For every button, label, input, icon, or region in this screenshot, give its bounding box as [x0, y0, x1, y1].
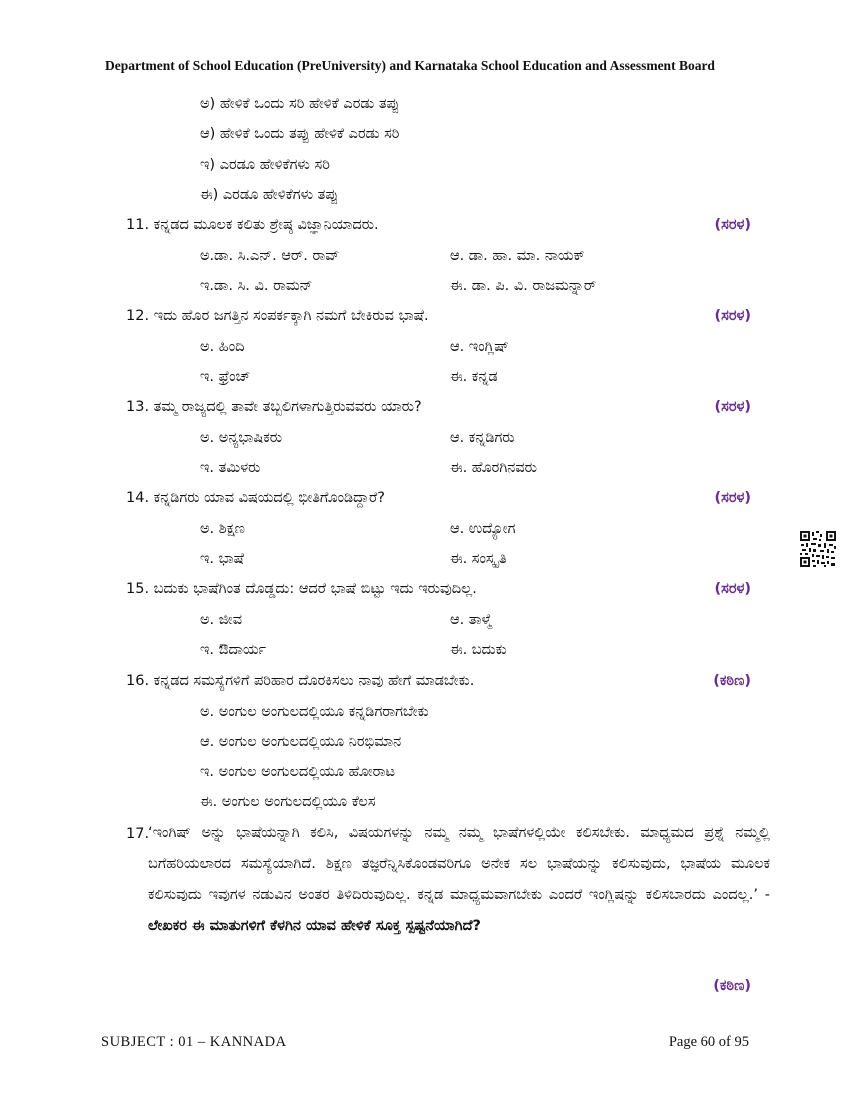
option-b: ಆ. ಅಂಗುಲ ಅಂಗುಲದಲ್ಲಿಯೂ ನಿರಭಿಮಾನ — [200, 734, 402, 750]
qr-code — [799, 530, 837, 568]
difficulty-label: (ಕಠಿಣ) — [713, 673, 751, 689]
question-15 — [126, 579, 477, 599]
question-text: ಕನ್ನಡದ ಮೂಲಕ ಕಲಿತು ಶ್ರೇಷ್ಠ ವಿಜ್ಞಾನಿಯಾದರು. — [153, 217, 379, 233]
option-d: ಈ) ಎರಡೂ ಹೇಳಿಕೆಗಳು ತಪ್ಪು — [200, 187, 339, 203]
option-a: ಅ. ಶಿಕ್ಷಣ — [200, 521, 245, 537]
question-text: ಇದು ಹೊರ ಜಗತ್ತಿನ ಸಂಪರ್ಕಕ್ಕಾಗಿ ನಮಗೆ ಬೇಕಿರುವ ಭಾಷೆ. — [153, 308, 429, 324]
question-text: ಬದುಕು ಭಾಷೆಗಿಂತ ದೊಡ್ಡದು: ಆದರೆ ಭಾಷೆ ಬಿಟ್ಟು ಇದು ಇರುವುದಿಲ್ಲ. — [153, 581, 477, 597]
question-13 — [126, 397, 422, 417]
option-b: ಆ. ಕನ್ನಡಿಗರು — [450, 430, 515, 446]
question-14 — [126, 488, 385, 508]
option-a: ಅ) ಹೇಳಿಕೆ ಒಂದು ಸರಿ ಹೇಳಿಕೆ ಎರಡು ತಪ್ಪು — [200, 96, 400, 112]
question-number: 11. — [126, 217, 150, 233]
question-number: 14. — [126, 490, 150, 506]
option-a: ಅ. ಜೀವ — [200, 612, 243, 628]
question-prompt: ಲೇಖಕರ ಈ ಮಾತುಗಳಿಗೆ ಕೆಳಗಿನ ಯಾವ ಹೇಳಿಕೆ ಸೂಕ್ತ ಸ್ಪಷ್ಟನೆಯಾಗಿದೆ? — [148, 918, 481, 934]
option-d: ಈ. ಹೊರಗಿನವರು — [450, 460, 537, 476]
option-a: ಅ. ಅಂಗುಲ ಅಂಗುಲದಲ್ಲಿಯೂ ಕನ್ನಡಿಗರಾಗಬೇಕು — [200, 704, 429, 720]
question-number: 15. — [126, 581, 150, 597]
difficulty-label: (ಸರಳ) — [714, 399, 751, 415]
difficulty-label: (ಕಠಿಣ) — [713, 978, 751, 994]
question-text: ಕನ್ನಡದ ಸಮಸ್ಯೆಗಳಿಗೆ ಪರಿಹಾರ ದೊರಕಿಸಲು ನಾವು ಹೇಗೆ ಮಾಡಬೇಕು. — [153, 673, 475, 689]
option-c: ಇ. ತಮಿಳರು — [200, 460, 261, 476]
question-12 — [126, 306, 429, 326]
option-d: ಈ. ಅಂಗುಲ ಅಂಗುಲದಲ್ಲಿಯೂ ಕೆಲಸ — [200, 794, 376, 810]
option-a: ಅ. ಹಿಂದಿ — [200, 339, 245, 355]
difficulty-label: (ಸರಳ) — [714, 308, 751, 324]
footer-page-number: Page 60 of 95 — [668, 1034, 749, 1050]
question-number: 12. — [126, 308, 150, 324]
option-c: ಇ. ಭಾಷೆ — [200, 551, 245, 567]
question-16 — [126, 671, 474, 691]
question-17-number: 17. — [126, 826, 150, 842]
footer-subject: SUBJECT : 01 – KANNADA — [101, 1034, 287, 1050]
page-header: Department of School Education (PreUniversity) and Karnataka School Education and Assessment Board — [105, 58, 715, 73]
option-d: ಈ. ಕನ್ನಡ — [450, 369, 498, 385]
option-b: ಆ) ಹೇಳಿಕೆ ಒಂದು ತಪ್ಪು ಹೇಳಿಕೆ ಎರಡು ಸರಿ — [200, 126, 400, 142]
option-c: ಇ) ಎರಡೂ ಹೇಳಿಕೆಗಳು ಸರಿ — [200, 157, 330, 173]
question-11 — [126, 215, 379, 235]
option-b: ಆ. ಇಂಗ್ಲಿಷ್ — [450, 339, 509, 355]
option-c: ಇ. ಫ್ರೆಂಚ್ — [200, 369, 251, 385]
difficulty-label: (ಸರಳ) — [714, 581, 751, 597]
option-b: ಆ. ತಾಳ್ಮೆ — [450, 612, 493, 628]
question-number: 16. — [126, 673, 150, 689]
question-text: ಕನ್ನಡಿಗರು ಯಾವ ವಿಷಯದಲ್ಲಿ ಭೀತಿಗೊಂಡಿದ್ದಾರೆ? — [153, 490, 385, 506]
option-d: ಈ. ಸಂಸ್ಕೃತಿ — [450, 551, 507, 567]
difficulty-label: (ಸರಳ) — [714, 490, 751, 506]
option-d: ಈ. ಡಾ. ಪಿ. ವಿ. ರಾಜಮನ್ನಾರ್ — [450, 278, 597, 294]
option-c: ಇ. ಔದಾರ್ಯ — [200, 642, 267, 658]
question-text: ತಮ್ಮ ರಾಜ್ಯದಲ್ಲಿ ತಾವೇ ತಬ್ಬಲಿಗಳಾಗುತ್ತಿರುವವರು ಯಾರು? — [153, 399, 422, 415]
question-17-text — [148, 818, 770, 942]
option-a: ಅ. ಅನ್ಯಭಾಷಿಕರು — [200, 430, 283, 446]
option-c: ಇ.ಡಾ. ಸಿ. ವಿ. ರಾಮನ್ — [200, 278, 313, 294]
option-b: ಆ. ಡಾ. ಹಾ. ಮಾ. ನಾಯಕ್ — [450, 248, 585, 264]
option-c: ಇ. ಅಂಗುಲ ಅಂಗುಲದಲ್ಲಿಯೂ ಹೋರಾಟ — [200, 764, 395, 780]
option-a: ಅ.ಡಾ. ಸಿ.ಎನ್. ಆರ್. ರಾವ್ — [200, 248, 340, 264]
question-text: ‘ಇಂಗಿಷ್ ಅನ್ನು ಭಾಷೆಯನ್ನಾಗಿ ಕಲಿಸಿ, ವಿಷಯಗಳನ್ನು ನಮ್ಮ ನಮ್ಮ ಭಾಷೆಗಳಲ್ಲಿಯೇ ಕಲಿಸಬೇಕು. ಮಾಧ್ಯಮದ ಪ್ರಶ್ನೆ ನಮ್ಮಲ್ಲಿ ಬಗೆಹರಿಯಲಾರದ ಸಮಸ್ಯೆಯಾಗಿದೆ. ಶಿಕ್ಷಣ ತಜ್ಞರೆನ್ನಿಸಿಕೊಂಡವರಿಗೂ ಅನೇಕ ಸಲ ಭಾಷೆಯನ್ನು ಕಲಿಸುವುದು, ಭಾಷೆಯ ಮೂಲಕ ಕಲಿಸುವುದು ಇವುಗಳ ನಡುವಿನ ಅಂತರ ತಿಳಿದಿರುವುದಿಲ್ಲ. ಕನ್ನಡ ಮಾಧ್ಯಮವಾಗಬೇಕು ಎಂದರೆ ಇಂಗ್ಲಿಷನ್ನು ಕಲಿಸಬಾರದು ಎಂದಲ್ಲ.’ - — [148, 825, 770, 903]
difficulty-label: (ಸರಳ) — [714, 217, 751, 233]
option-d: ಈ. ಬದುಕು — [450, 642, 507, 658]
option-b: ಆ. ಉದ್ಯೋಗ — [450, 521, 516, 537]
question-number: 13. — [126, 399, 150, 415]
